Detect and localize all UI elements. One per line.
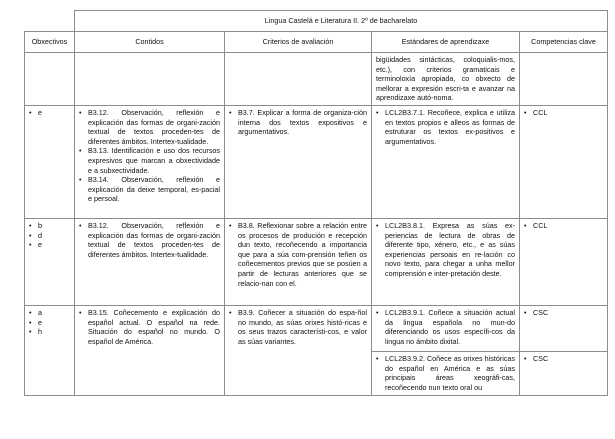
contido-item: • B3.12. Observación, reflexión e explicación das formas de organi-zación textual de textos proceden-tes de diferentes ámbitos. Intertex-tualidade. bbox=[79, 108, 220, 146]
competencia-item: • CCL bbox=[524, 108, 603, 118]
cell-competencias bbox=[520, 53, 608, 106]
cell-competencias bbox=[520, 106, 608, 219]
estandar-text: bigüidades sintácticas, coloquialis-mos, etc.), con criterios gramaticais e terminoloxía apropiada, co obxecto de mellorar a expresión escri-ta e avanzar na aprendizaxe autó-noma. bbox=[376, 55, 515, 103]
obxectivo-item: • a bbox=[29, 308, 70, 318]
cell-contidos bbox=[75, 106, 225, 219]
obxectivo-item: • d bbox=[29, 231, 70, 241]
cell-contidos bbox=[75, 306, 225, 396]
table-row bbox=[25, 53, 608, 106]
table-row bbox=[25, 306, 608, 352]
obxectivo-item: • e bbox=[29, 240, 70, 250]
criterio-item: • B3.9. Coñecer a situación do espa-ñol no mundo, as súas orixes histó-ricas e os seus trazos característi-cos, e valor as súas variantes. bbox=[229, 308, 367, 346]
obxectivo-item: • b bbox=[29, 221, 70, 231]
cell-competencias bbox=[520, 352, 608, 396]
cell-estandares bbox=[372, 306, 520, 352]
competencia-item: • CSC bbox=[524, 308, 603, 318]
criterio-item: • B3.8. Reflexionar sobre a relación entre os procesos de produción e recepción dun texto, recoñecendo a importancia que para a súa com-prensión teñen os coñecementos previos que se posúen a partir de lecturas anteriores que se relacio-nan con el. bbox=[229, 221, 367, 288]
contido-item: • B3.12. Observación, reflexión e explicación das formas de organi-zación textual de textos proceden-tes de diferentes ámbitos. Intertex-tualidade. bbox=[79, 221, 220, 259]
estandar-item: • LCL2B3.9.2. Coñece as orixes históricas do español en América e as súas principais áreas xeográfi-cas, recoñecendo nun texto oral ou bbox=[376, 354, 515, 392]
obxectivo-item: • e bbox=[29, 318, 70, 328]
obxectivo-item: • e bbox=[29, 108, 70, 118]
cell-contidos bbox=[75, 219, 225, 306]
cell-obxectivos bbox=[25, 106, 75, 219]
cell-obxectivos bbox=[25, 53, 75, 106]
contido-item: • B3.15. Coñecemento e explicación do español actual. O español na rede. Situación do español no mundo. O español de América. bbox=[79, 308, 220, 346]
cell-obxectivos bbox=[25, 219, 75, 306]
cell-criterios bbox=[225, 53, 372, 106]
cell-contidos bbox=[75, 53, 225, 106]
cell-estandares bbox=[372, 352, 520, 396]
obxectivo-item: • h bbox=[29, 327, 70, 337]
contido-item: • B3.13. Identificación e uso dos recursos expresivos que marcan a obxectividade e a subxectividade. bbox=[79, 146, 220, 175]
cell-obxectivos bbox=[25, 306, 75, 396]
cell-competencias bbox=[520, 219, 608, 306]
competencia-item: • CSC bbox=[524, 354, 603, 364]
estandar-item: • LCL2B3.7.1. Recoñece, explica e utiliza en textos propios e alleos as formas de estruturar os textos ex-positivos e argumentativos. bbox=[376, 108, 515, 146]
contido-item: • B3.14. Observación, reflexión e explicación da deixe temporal, es-pacial e persoal. bbox=[79, 175, 220, 204]
header-obxectivos: Obxectivos bbox=[25, 32, 75, 53]
cell-competencias bbox=[520, 306, 608, 352]
cell-estandares bbox=[372, 53, 520, 106]
cell-criterios bbox=[225, 306, 372, 396]
estandar-item: • LCL2B3.8.1. Expresa as súas ex-periencias de lectura de obras de diferente tipo, xénero, etc., e as súas experiencias persoais en re-lación co novo texto, para chegar a unha mellor comprensión e inter-pretación deste. bbox=[376, 221, 515, 279]
criterio-item: • B3.7. Explicar a forma de organiza-ción interna dos textos expositivos e argumentativos. bbox=[229, 108, 367, 137]
estandar-item: • LCL2B3.9.1. Coñece a situación actual da lingua española no mun-do diferenciando os usos específi-cos da lingua no ámbito dixital. bbox=[376, 308, 515, 346]
cell-criterios bbox=[225, 106, 372, 219]
header-competencias: Competencias clave bbox=[520, 32, 608, 53]
table-row bbox=[25, 106, 608, 219]
curriculum-table bbox=[24, 10, 608, 396]
cell-estandares bbox=[372, 106, 520, 219]
header-contidos: Contidos bbox=[75, 32, 225, 53]
table-title: Lingua Castelá e Literatura II. 2º de bacharelato bbox=[75, 11, 608, 32]
header-estandares: Estándares de aprendizaxe bbox=[372, 32, 520, 53]
competencia-item: • CCL bbox=[524, 221, 603, 231]
table-row bbox=[25, 219, 608, 306]
blank-corner bbox=[25, 11, 75, 32]
cell-estandares bbox=[372, 219, 520, 306]
header-criterios: Criterios de avaliación bbox=[225, 32, 372, 53]
cell-criterios bbox=[225, 219, 372, 306]
